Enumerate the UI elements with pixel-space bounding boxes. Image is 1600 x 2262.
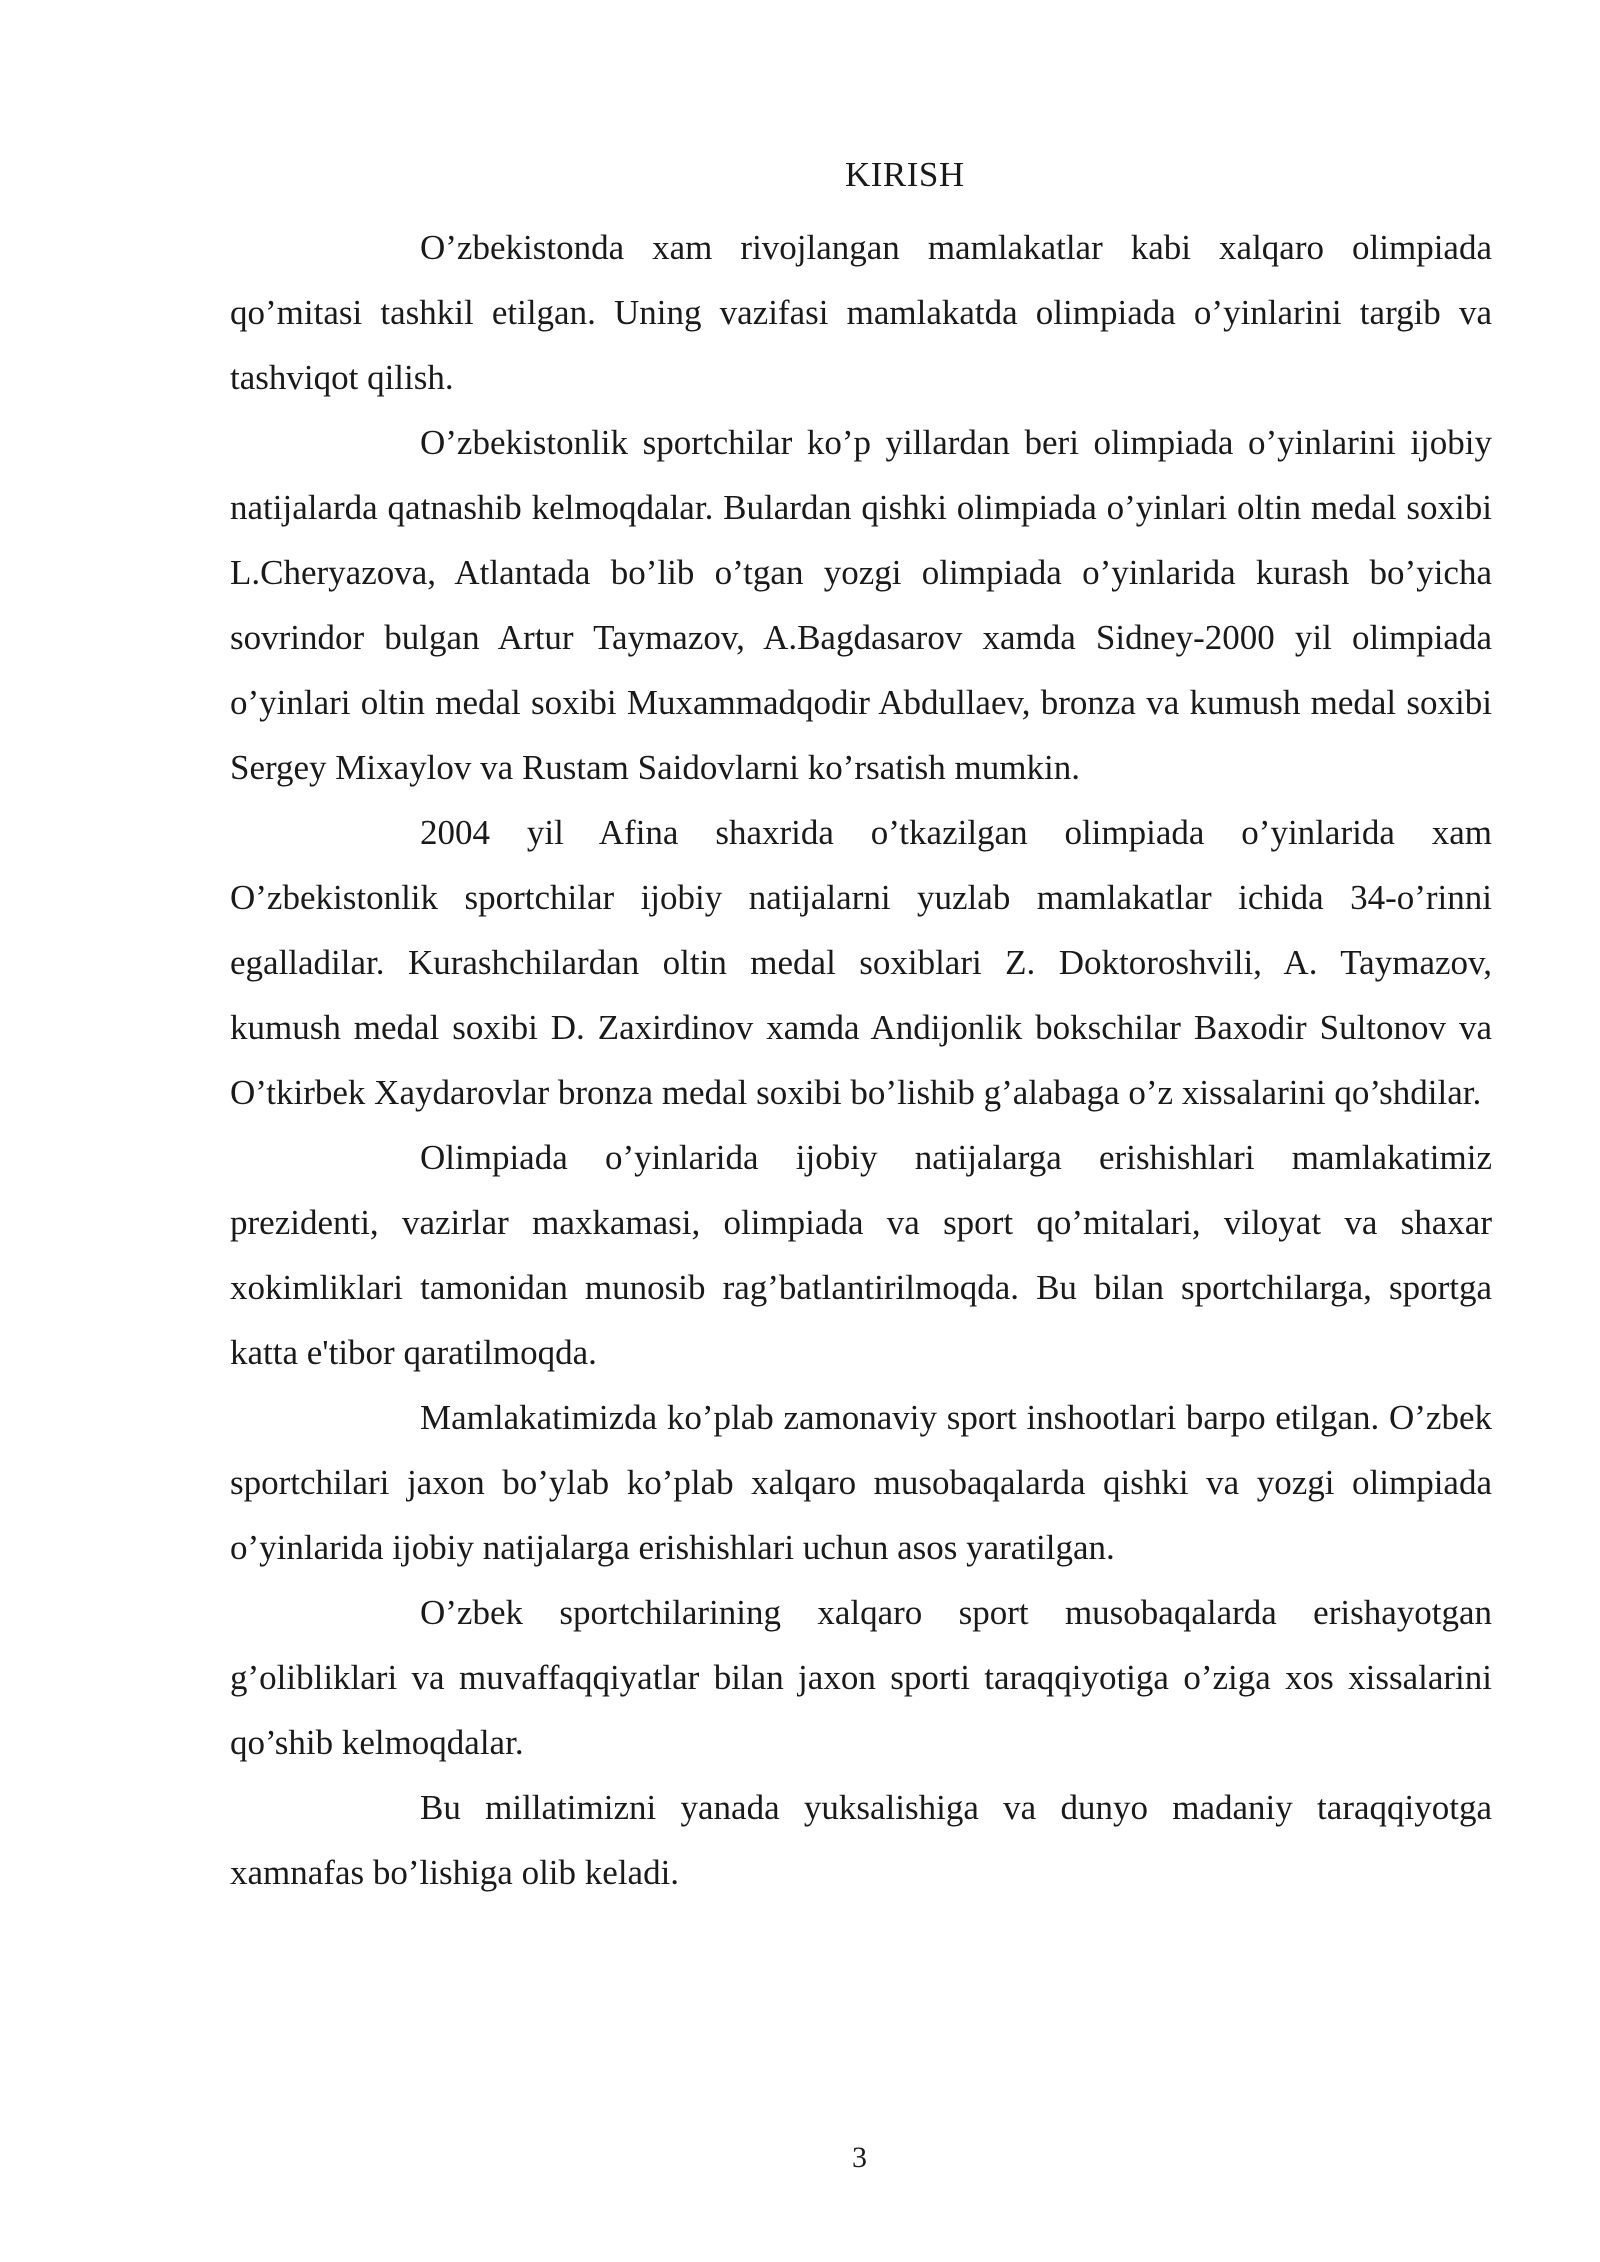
body-text xyxy=(230,215,1492,1905)
paragraph-3: 2004 yil Afina shaxrida o’tkazilgan olimpiada o’yinlarida xam O’zbekistonlik sportchilar ijobiy natijalarni yuzlab mamlakatlar ichida 34-o’rinni egalladilar. Kurashchilardan oltin medal soxiblari Z. Doktoroshvili, A. Taymazov, kumush medal soxibi D. Zaxirdinov xamda Andijonlik bokschilar Baxodir Sultonov va O’tkirbek Xaydarovlar bronza medal soxibi bo’lishib g’alabaga o’z xissalarini qo’shdilar. xyxy=(230,813,1492,1112)
paragraph-2: O’zbekistonlik sportchilar ko’p yillardan beri olimpiada o’yinlarini ijobiy natijalarda qatnashib kelmoqdalar. Bulardan qishki olimpiada o’yinlari oltin medal soxibi L.Cheryazova, Atlantada bo’lib o’tgan yozgi olimpiada o’yinlarida kurash bo’yicha sovrindor bulgan Artur Taymazov, A.Bagdasarov xamda Sidney-2000 yil olimpiada o’yinlari oltin medal soxibi Muxammadqodir Abdullaev, bronza va kumush medal soxibi Sergey Mixaylov va Rustam Saidovlarni ko’rsatish mumkin. xyxy=(230,423,1492,787)
paragraph-5: Mamlakatimizda ko’plab zamonaviy sport inshootlari barpo etilgan. O’zbek sportchilari jaxon bo’ylab ko’plab xalqaro musobaqalarda qishki va yozgi olimpiada o’yinlarida ijobiy natijalarga erishishlari uchun asos yaratilgan. xyxy=(230,1398,1492,1567)
paragraph-7: Bu millatimizni yanada yuksalishiga va dunyo madaniy taraqqiyotga xamnafas bo’lishiga olib keladi. xyxy=(230,1788,1492,1892)
page-title: KIRISH xyxy=(845,155,965,194)
paragraph-6: O’zbek sportchilarining xalqaro sport musobaqalarda erishayotgan g’olibliklari va muvaffaqqiyatlar bilan jaxon sporti taraqqiyotiga o’ziga xos xissalarini qo’shib kelmoqdalar. xyxy=(230,1593,1492,1762)
paragraph-4: Olimpiada o’yinlarida ijobiy natijalarga erishishlari mamlakatimiz prezidenti, vazirlar maxkamasi, olimpiada va sport qo’mitalari, viloyat va shaxar xokimliklari tamonidan munosib rag’batlantirilmoqda. Bu bilan sportchilarga, sportga katta e'tibor qaratilmoqda. xyxy=(230,1138,1492,1372)
paragraph-1: O’zbekistonda xam rivojlangan mamlakatlar kabi xalqaro olimpiada qo’mitasi tashkil etilgan. Uning vazifasi mamlakatda olimpiada o’yinlarini targib va tashviqot qilish. xyxy=(230,228,1492,397)
page-number: 3 xyxy=(852,2141,867,2174)
